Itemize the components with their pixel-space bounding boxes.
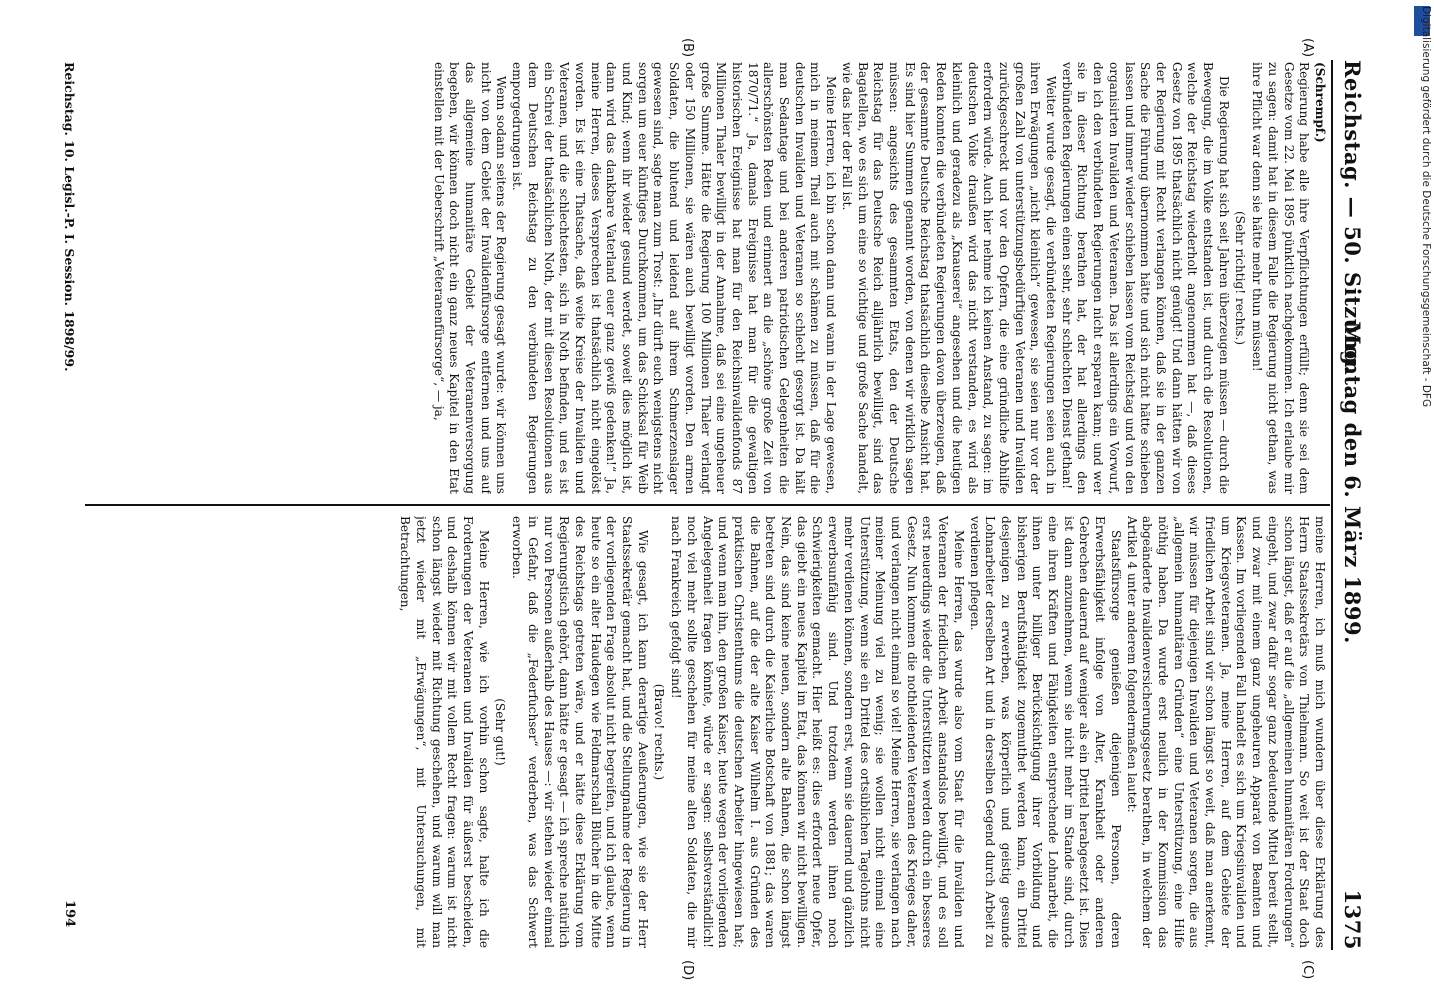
header-right bbox=[1340, 321, 1365, 950]
page-number: 1375 bbox=[1340, 889, 1365, 950]
paragraph: Wenn sodann seitens der Regierung gesagt wurde: wir können uns nicht von dem Gebiet der Invalidenfürsorge entfernen und uns auf das allgemeine humanitäre Gebiet der Veteranenversorgung begeben, wir können doch nicht ein ganz neues Kapitel in den Etat einstellen mit der Ueberschrift „Veteranenfürsorge“, — ja, bbox=[431, 62, 509, 494]
paragraph: Wie gesagt, ich kann derartige Aeußerungen, wie sie der Herr Staatssekretär gemacht hat, und die Stellungnahme der Regierung in der vorliegenden Frage absolut nicht begreifen, und ich glaube, wenn heute so ein alter Haudegen wie Feldmarschall Blücher in die Mitte des Reichstags getreten wäre, und er hätte diese Erklärung vom Regierungstisch gehört, dann hätte er gesagt — ich spreche natürlich nur von Personen außerhalb des Hauses —: wir stehen wieder einmal in Gefahr, daß die „Federfuchser“ verderben, was das Schwert erworben. bbox=[510, 516, 650, 948]
credit-text: Digitalisierung gefördert durch die Deutsche Forschungsgemeinschaft - DFG bbox=[1420, 6, 1432, 408]
paragraph: Die Regierung hat sich seit Jahren überzeugen müssen — durch die Bewegung, die im Volke entstanden ist, und durch die Resolutionen, welche der Reichstag wiederholt angenommen hat —, daß dieses Gesetz von 1895 thatsächlich nicht genügt! Und dann hätten wir von der Regierung mit Recht verlangen können, daß sie in der ganzen Sache die Führung übernommen hätte und sich nicht hätte schieben lassen und immer wieder schieben lassen vom Reichstag und von den organisirten Invaliden und Veteranen. Das ist allerdings ein Vorwurf, den ich den verbündeten Regierungen nicht ersparen kann; und wer sie in dieser Richtung berathen hat, der hat allerdings den verbündeten Regierungen einen sehr, sehr schlechten Dienst gethan! bbox=[1059, 62, 1231, 494]
page-footer: Reichstag. 10. Legisl.-P. I. Session. 1898/99. bbox=[62, 62, 77, 372]
digitization-credit bbox=[1410, 0, 1434, 1000]
paragraph: (Sehr gut!) bbox=[493, 698, 508, 766]
text-column-right bbox=[87, 516, 1327, 948]
paragraph: Regierung habe alle ihre Verpflichtungen erfüllt; denn sie sei dem Gesetze vom 22. Mai 1895 pünktlich nachgekommen. Ich erlaube mir zu sagen: damit hat in diesem Falle die Regierung nicht gethan, was ihre Pflicht war denn sie hätte mehr thun müssen! bbox=[1250, 62, 1312, 494]
marker-c: (C) bbox=[1300, 960, 1315, 980]
marker-a: (A) bbox=[1300, 38, 1315, 58]
paragraph: Meine Herren, ich bin schon dann und wann in der Lage gewesen, mich in meinem Theil auch mit schämen zu müssen, daß für die deutschen Invaliden und Veteranen so schlecht gesorgt ist. Da hält man Sedantage und bei anderen patriotischen Gelegenheiten die allerschönsten Reden und erinnert an die „schöne große Zeit von 1870/71.“ Ja, damals Ereignisse hat man für die gewaltigen historischen Ereignisse hat man für den Reichsinvalidenfonds 87 Millionen Thaler bewilligt in der Annahme, daß sei eine ungeheuer große Summe. Hätte die Regierung 100 Millionen Thaler verlangt oder 150 Millionen, sie wären auch bewilligt worden. Den armen Soldaten, die blutend und leidend auf ihrem Schmerzenslager gewesen sind, sagte man zum Trost: „Ihr dürft euch wenigstens nicht sorgen um euer künftiges Durchkommen, um das Schicksal für Weib und Kind; wenn ihr wieder gesund werdet, soweit dies möglich ist, dann wird das dankbare Vaterland euer ganz gewiß gedenken!“ Ja, meine Herren, dieses Versprechen ist thatsächlich nicht eingelöst worden. Es ist eine Thatsache, daß weite Kreise der Invaliden und Veteranen, und die schlechtesten, sich in Noth befinden, und es ist ein Schrei der thatsächlichen Noth, der mit diesen Resolutionen aus dem Deutschen Reichstag zu den verbündeten Regierungen emporgedrungen ist. bbox=[510, 62, 839, 494]
header-left: Reichstag. — 50. Sitzung. bbox=[1340, 60, 1365, 374]
rotated-newspaper-page bbox=[15, 0, 1395, 1000]
paragraph: (Sehr richtig! rechts.) bbox=[1233, 210, 1248, 346]
sheet-number: 194 bbox=[62, 900, 77, 928]
paragraph: Staatsfürsorge genießen diejenigen Personen, deren Erwerbsfähigkeit infolge von Alter, Krankheit oder anderen Gebrechen dauernd auf weniger als ein Drittel herabgesetzt ist. Dies ist dann anzunehmen, wenn sie nicht mehr im Stande sind, durch eine ihren Kräften und Fähigkeiten entsprechende Lohnarbeit, die ihnen unter billiger Berücksichtigung ihrer Vorbildung und bisherigen Berufsthätigkeit zugemuthet werden kann, ein Drittel desjenigen zu erwerben, was körperlich und geistig gesunde Lohnarbeiter derselben Art und in derselben Gegend durch Arbeit zu verdienen pflegen. bbox=[967, 516, 1123, 948]
paragraph: Weiter wurde gesagt, die verbündeten Regierungen seien auch in ihren Erwägungen „nicht kleinlich“ gewesen, sie seien nur vor der großen Zahl von unterstützungsbedürftigen Veteranen und Invaliden zurückgeschreckt und vor den Opfern, die eine gründliche Abhilfe erfordern würde. Auch hier nehme ich keinen Anstand, zu sagen: im deutschen Volke draußen wird das nicht verstanden, es wird als kleinlich und geradezu als „Knauserei“ angesehen und die heutigen Reden konnten die verbündeten Regierungen davon überzeugen, daß der gesammte Deutsche Reichstag thatsächlich dieselbe Ansicht hat. Es sind hier Summen genannt worden, von denen wir wirklich sagen müssen: angesichts des gesammten Etats, den der Deutsche Reichstag für das Deutsche Reich alljährlich bewilligt, sind das Bagatellen, wo es sich um eine so wichtige und große Sache handelt, wie das hier der Fall ist. bbox=[839, 62, 1059, 494]
column-divider bbox=[85, 504, 1330, 506]
page-header bbox=[1333, 60, 1373, 950]
paragraph: Meine Herren, wie ich vorhin schon sagte, halte ich die Forderungen der Veteranen und Invaliden für äußerst bescheiden, und deshalb können wir mit vollem Recht fragen: warum ist nicht schon längst wieder mit Richtung geschehen, und warum will man jetzt wieder mit „Erwägungen“, mit Untersuchungen, mit Betrachtungen, bbox=[398, 516, 491, 948]
paragraph: (Schrempf.) bbox=[1313, 62, 1327, 143]
paragraph: meine Herren, ich muß mich wundern über diese Erklärung des Herrn Staatssekretärs von Thielmann. So weit ist der Staat doch schon längst, daß er auf die „allgemeinen humanitären Forderungen“ eingeht, und zwar dafür sogar ganz bedeutende Mittel bereit stellt, und zwar mit einem ganz ungeheuren Apparat von Beamten und Kassen. Im vorliegenden Fall handelt es sich um Kriegsinvaliden und um Kriegsveteranen. Ja, meine Herren, auf dem Gebiete der friedlichen Arbeit sind wir schon längst so weit, daß man anerkennt, wir müssen für diejenigen Invaliden und Veteranen sorgen, die aus „allgemein humanitären Gründen“ eine Unterstützung, eine Hilfe nöthig haben. Da wurde erst neulich in der Kommission das abgeänderte Invalidenversicherungsgesetz berathen, in welchem der Artikel 4 unter anderem folgendermaßen lautet: bbox=[1124, 516, 1327, 948]
header-date: Montag den 6. März 1899. bbox=[1340, 321, 1365, 644]
marker-d: (D) bbox=[680, 960, 695, 981]
marker-b: (B) bbox=[680, 38, 695, 58]
paragraph: Meine Herren, das wurde also vom Staat für die Invaliden und Veteranen der friedlichen Arbeit anstandslos bewilligt, und es soll erst neuerdings wieder die Unterstützten werden durch ein besseres Gesetz. Nun kommen die nothleidenden Veteranen des Krieges daher, und verlangen nicht einmal so viel! Meine Herren, sie verlangen nach meiner Meinung viel zu wenig; sie wollen nicht einmal eine Unterstützung, wenn sie ein Drittel des ortsüblichen Tagelohns nicht mehr verdienen können, sondern erst, wenn sie dauernd und gänzlich erwerbsunfähig sind. Und trotzdem werden ihnen noch Schwierigkeiten gemacht. Hier heißt es: dies erfordert neue Opfer, das giebt ein neues Kapitel im Etat, das können wir nicht bewilligen. Nein, das sind keine neuen, sondern alte Bahnen, die schon längst betreten sind durch die Kaiserliche Botschaft von 1881; das waren die Bahnen, auf die der alte Kaiser Wilhelm I. aus Gründen des praktischen Christenthums die deutschen Arbeiter hingewiesen hat; und wenn man ihn, den großen Kaiser, heute wegen der vorliegenden Angelegenheit fragen könnte, würde er sagen: selbstverständlich! noch viel mehr sollte geschehen für meine alten Soldaten, die mir nach Frankreich gefolgt sind! bbox=[669, 516, 966, 948]
header-rule bbox=[1331, 60, 1333, 950]
text-column-left bbox=[87, 62, 1327, 494]
paragraph: (Bravo! rechts.) bbox=[652, 683, 667, 781]
